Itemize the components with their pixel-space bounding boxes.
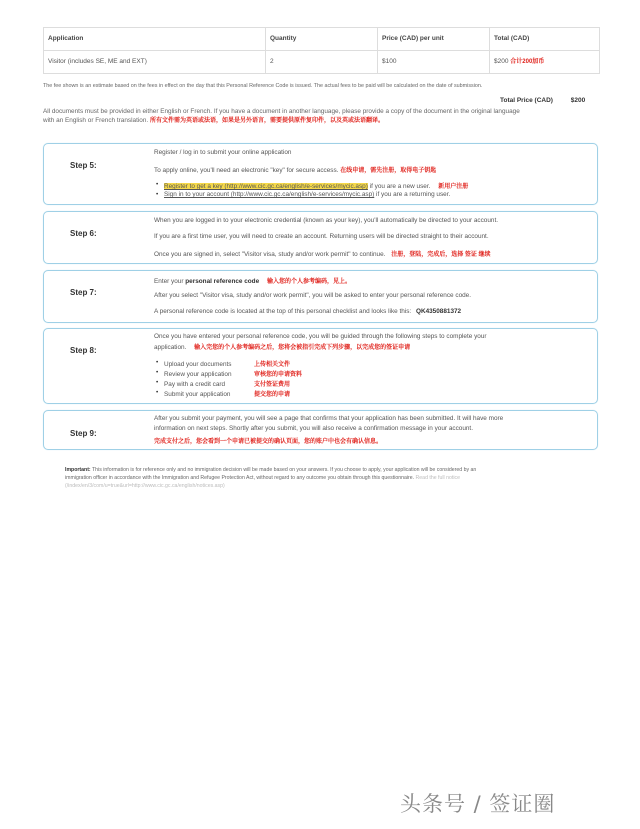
documents-note-line1: All documents must be provided in either English or French. If you have a document in another language, please provide a copy of the document in the original language bbox=[43, 108, 520, 115]
header-quantity: Quantity bbox=[266, 28, 378, 50]
step-8-bullet-upload bbox=[164, 359, 290, 368]
header-price: Price (CAD) per unit bbox=[378, 28, 490, 50]
step-9-line1: After you submit your payment, you will see a page that confirms that your application has been submitted. It will have more bbox=[154, 415, 504, 422]
documents-note-line2-row bbox=[43, 116, 520, 126]
step-7-line3-row bbox=[154, 308, 461, 315]
total-note-cn: 合计200加币 bbox=[510, 59, 545, 65]
step-8-bullet-text: Pay with a credit card bbox=[164, 381, 226, 388]
step-8-bullet-submit bbox=[164, 389, 290, 398]
cell-quantity: 2 bbox=[266, 51, 378, 73]
step-8-line2: application. bbox=[154, 344, 187, 351]
step-8-bullet-text: Submit your application bbox=[164, 391, 231, 398]
step-5-bullet1-cn: 新用户注册 bbox=[438, 184, 469, 190]
step-5-label: Step 5: bbox=[70, 161, 97, 170]
fee-table-header bbox=[44, 28, 599, 51]
watermark: 头条号 / 签证圈 bbox=[400, 792, 556, 816]
step-7-line2: After you select "Visitor visa, study and/or work permit", you will be asked to enter your personal reference code. bbox=[154, 292, 472, 299]
step-6-line3-row bbox=[154, 249, 491, 258]
step-7-line1-pre: Enter your bbox=[154, 278, 186, 285]
documents-note-cn: 所有文件需为英语或法语，如果是另外语言，需要提供原件复印件，以及英或法语翻译。 bbox=[149, 118, 384, 124]
step-5-bullet2-rest: if you are a returning user. bbox=[374, 191, 451, 198]
fee-note: The fee shown is an estimate based on the fees in effect on the day that this Personal Reference Code is issued. The actual fees to be paid will be calculated on the date of submission. bbox=[43, 83, 483, 89]
important-line1: This information is for reference only and no immigration decision will be made based on your answers. If you choose to apply, your application will be considered by an bbox=[90, 467, 477, 473]
step-6-label: Step 6: bbox=[70, 229, 97, 238]
step-8-line2-row bbox=[154, 342, 410, 351]
important-line1-row bbox=[65, 466, 476, 474]
documents-note bbox=[43, 107, 520, 126]
step-7-line1-row bbox=[154, 276, 351, 285]
step-8-bullet-cn: 上传相关文件 bbox=[254, 362, 291, 368]
cell-price: $100 bbox=[378, 51, 490, 73]
step-9-box bbox=[43, 410, 598, 450]
important-notice bbox=[65, 466, 476, 490]
total-price bbox=[500, 97, 585, 104]
step-8-bullet-cn: 支付签证费用 bbox=[254, 382, 291, 388]
step-6-line2: If you are a first time user, you will need to create an account. Returning users will be directed straight to their account. bbox=[154, 233, 489, 240]
step-6-box bbox=[43, 211, 598, 264]
step-7-line1-cn: 输入您的个人参考编码，见上。 bbox=[266, 279, 351, 285]
step-8-bullet-cn: 提交您的申请 bbox=[254, 392, 291, 398]
step-8-label: Step 8: bbox=[70, 346, 97, 355]
total-price-label: Total Price (CAD) bbox=[500, 97, 553, 104]
step-8-bullet-text: Review your application bbox=[164, 371, 232, 378]
step-7-label: Step 7: bbox=[70, 288, 97, 297]
signin-link[interactable]: Sign in to your account (http://www.cic.gc.ca/english/e-services/mycic.asp) bbox=[164, 191, 375, 198]
step-5-line2-cn: 在线申请，需先注册，取得电子钥匙 bbox=[340, 168, 437, 174]
step-8-line2-cn: 输入完您的个人参考编码之后，您将会被指引完成下列步骤，以完成您的签证申请 bbox=[194, 345, 411, 351]
step-6-line3: Once you are signed in, select "Visitor visa, study and/or work permit" to continue. bbox=[154, 251, 386, 258]
step-6-line3-cn: 注册，登陆，完成后，选择 签证 继续 bbox=[391, 252, 491, 258]
step-5-bullet-register bbox=[164, 181, 468, 190]
step-9-label: Step 9: bbox=[70, 429, 97, 438]
cell-application: Visitor (includes SE, ME and EXT) bbox=[44, 51, 266, 73]
step-8-line1: Once you have entered your personal reference code, you will be guided through the following steps to complete your bbox=[154, 333, 487, 340]
step-5-bullet1-rest: if you are a new user. bbox=[367, 183, 431, 190]
step-7-line1-bold: personal reference code bbox=[185, 278, 260, 285]
step-8-bullet-text: Upload your documents bbox=[164, 361, 232, 368]
step-8-bullet-cn: 审核您的申请资料 bbox=[254, 372, 303, 378]
step-5-line1: Register / log in to submit your online application bbox=[154, 149, 292, 156]
table-row bbox=[44, 51, 599, 73]
total-value: $200 bbox=[494, 58, 509, 65]
step-7-line3: A personal reference code is located at the top of this personal checklist and looks like this: bbox=[154, 308, 412, 315]
fee-table bbox=[43, 27, 600, 74]
step-6-line1: When you are logged in to your electronic credential (known as your key), you'll automatically be directed to your account. bbox=[154, 217, 499, 224]
important-line3: (/index/en/3/com/u=true&url=http://www.cic.gc.ca/english/notices.asp) bbox=[65, 483, 225, 489]
total-price-value: $200 bbox=[570, 97, 586, 104]
step-8-bullet-pay bbox=[164, 379, 290, 388]
step-8-box bbox=[43, 328, 598, 404]
step-9-line2: information on next steps. Shortly after you submit, you will also receive a confirmation message in your account. bbox=[154, 425, 473, 432]
documents-note-line2: with an English or French translation. bbox=[43, 117, 149, 124]
step-8-bullet-review bbox=[164, 369, 302, 378]
step-5-line2: To apply online, you'll need an electronic "key" for secure access. bbox=[154, 167, 339, 174]
important-line2-row bbox=[65, 474, 476, 482]
header-application: Application bbox=[44, 28, 266, 50]
step-5-line2-row bbox=[154, 165, 436, 174]
step-9-line3-row bbox=[154, 436, 382, 445]
step-9-line3-cn: 完成支付之后，您会看到一个申请已被提交的确认页面，您的账户中也会有确认信息。 bbox=[154, 439, 383, 445]
step-5-bullet-signin bbox=[164, 191, 450, 198]
register-link[interactable]: Register to get a key (http://www.cic.gc.ca/english/e-services/mycic.asp) bbox=[164, 183, 368, 190]
reference-code: QK4350881372 bbox=[415, 308, 462, 315]
cell-total bbox=[490, 51, 599, 73]
step-5-box bbox=[43, 143, 598, 205]
read-full-notice-link[interactable]: Read the full notice bbox=[414, 475, 460, 481]
header-total: Total (CAD) bbox=[494, 35, 530, 42]
important-label: Important: bbox=[65, 467, 91, 473]
step-7-box bbox=[43, 270, 598, 323]
important-line2: immigration officer in accordance with the Immigration and Refugee Protection Act, without regard to any outcome you obtain through this questionnaire. bbox=[65, 475, 415, 481]
